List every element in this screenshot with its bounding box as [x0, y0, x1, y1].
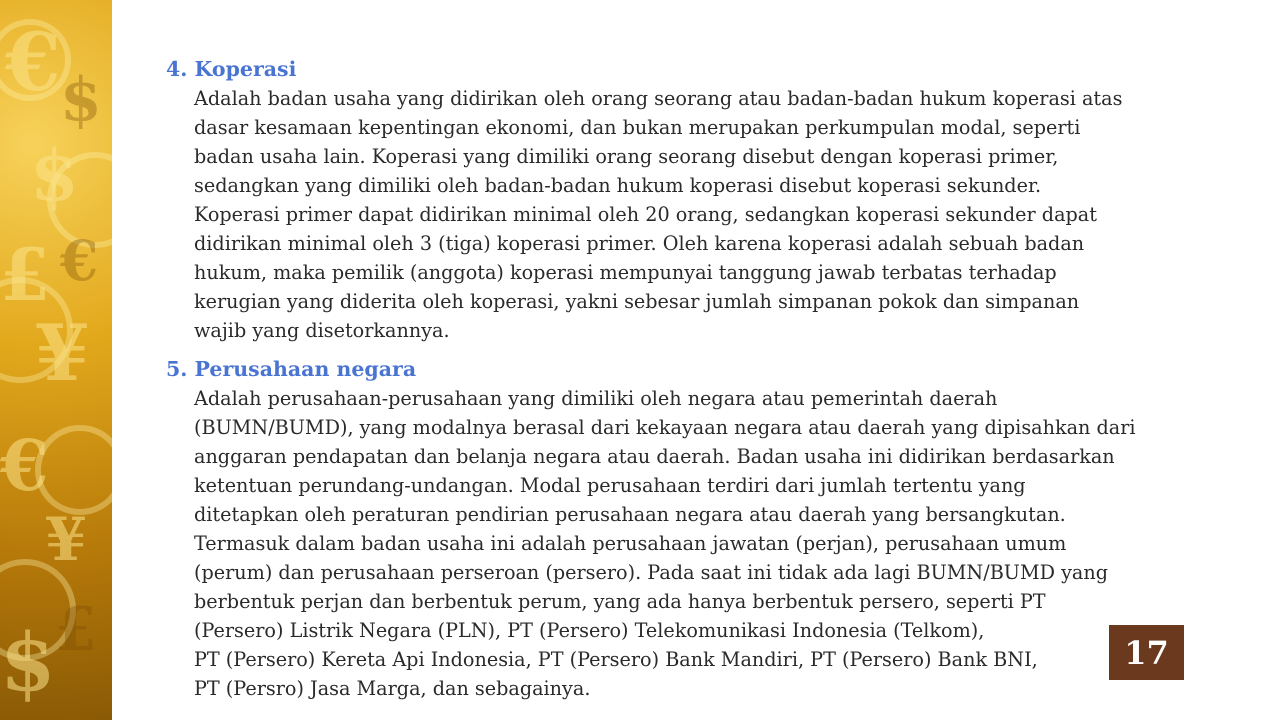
- text-line: (Persero) Listrik Negara (PLN), PT (Persero) Telekomunikasi Indonesia (Telkom),: [194, 619, 985, 642]
- text-line: Adalah perusahaan-perusahaan yang dimiliki oleh negara atau pemerintah daerah: [194, 387, 998, 410]
- text-line: PT (Persero) Kereta Api Indonesia, PT (Persero) Bank Mandiri, PT (Persero) Bank BNI,: [194, 648, 1038, 671]
- text-line: anggaran pendapatan dan belanja negara atau daerah. Badan usaha ini didirikan berdasarkan: [194, 445, 1115, 468]
- text-line: ditetapkan oleh peraturan pendirian perusahaan negara atau daerah yang bersangkutan.: [194, 503, 1066, 526]
- svg-text:$: $: [60, 65, 102, 135]
- text-line: (perum) dan perusahaan perseroan (persero). Pada saat ini tidak ada lagi BUMN/BUMD yang: [194, 561, 1109, 584]
- text-line: Adalah badan usaha yang didirikan oleh orang seorang atau badan-badan hukum koperasi atas: [194, 87, 1123, 110]
- text-line: PT (Persro) Jasa Marga, dan sebagainya.: [194, 677, 591, 700]
- svg-text:$: $: [30, 134, 79, 217]
- slide-content: [166, 55, 1176, 703]
- section-heading-perusahaan-negara: 5. Perusahaan negara: [166, 357, 417, 381]
- text-line: sedangkan yang dimiliki oleh badan-badan hukum koperasi disebut koperasi sekunder.: [194, 174, 1042, 197]
- svg-text:$: $: [0, 615, 56, 709]
- text-line: badan usaha lain. Koperasi yang dimiliki orang seorang disebut dengan koperasi primer,: [194, 145, 1059, 168]
- svg-text:£: £: [55, 595, 97, 665]
- text-line: (BUMN/BUMD), yang modalnya berasal dari kekayaan negara atau daerah yang dipisahkan dari: [194, 416, 1136, 439]
- svg-text:¥: ¥: [45, 505, 87, 575]
- paragraph-perusahaan-negara: [194, 384, 1176, 703]
- text-line: hukum, maka pemilik (anggota) koperasi mempunyai tanggung jawab terbatas terhadap: [194, 261, 1057, 284]
- currency-symbols-pattern: [0, 0, 112, 720]
- section-heading-koperasi: 4. Koperasi: [166, 57, 297, 81]
- text-line: berbentuk perjan dan berbentuk perum, yang ada hanya berbentuk persero, seperti PT: [194, 590, 1046, 613]
- svg-text:€: €: [60, 228, 99, 293]
- text-line: dasar kesamaan kepentingan ekonomi, dan bukan merupakan perkumpulan modal, seperti: [194, 116, 1081, 139]
- svg-text:€: €: [5, 15, 61, 109]
- text-line: didirikan minimal oleh 3 (tiga) koperasi primer. Oleh karena koperasi adalah sebuah badan: [194, 232, 1085, 255]
- text-line: Termasuk dalam badan usaha ini adalah perusahaan jawatan (perjan), perusahaan umum: [194, 532, 1067, 555]
- decorative-sidebar: [0, 0, 112, 720]
- paragraph-koperasi: [194, 84, 1176, 345]
- svg-text:£: £: [0, 232, 51, 317]
- text-line: kerugian yang diderita oleh koperasi, yakni sebesar jumlah simpanan pokok dan simpanan: [194, 290, 1080, 313]
- text-line: Koperasi primer dapat didirikan minimal oleh 20 orang, sedangkan koperasi sekunder dapat: [194, 203, 1097, 226]
- text-line: ketentuan perundang-undangan. Modal perusahaan terdiri dari jumlah tertentu yang: [194, 474, 1026, 497]
- text-line: wajib yang disetorkannya.: [194, 319, 450, 342]
- svg-text:€: €: [0, 424, 49, 507]
- page-number-badge: 17: [1109, 625, 1184, 680]
- svg-text:¥: ¥: [35, 308, 90, 399]
